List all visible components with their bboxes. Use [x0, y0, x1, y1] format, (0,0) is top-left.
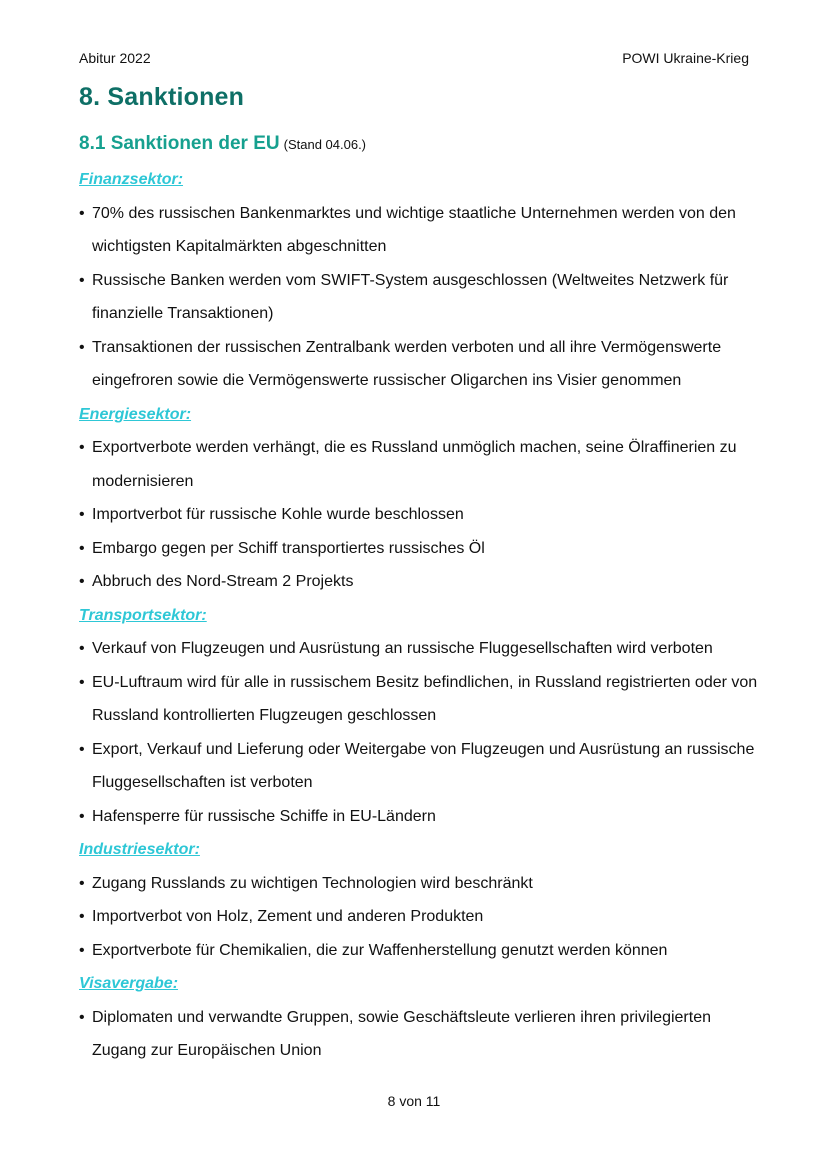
bullet-icon: • [79, 640, 85, 657]
bullet-icon: • [79, 874, 85, 892]
list-item [79, 498, 759, 532]
list-item [79, 900, 759, 934]
page-content [79, 80, 759, 1068]
list-item-text: Embargo gegen per Schiff transportiertes russisches Öl [92, 539, 485, 557]
list-item-text: Importverbot für russische Kohle wurde beschlossen [92, 506, 464, 523]
bullet-icon: • [79, 941, 85, 959]
list-item-text: Abbruch des Nord-Stream 2 Projekts [92, 573, 354, 590]
sector-title: Industriesektor: [79, 841, 200, 858]
list-item [79, 733, 759, 800]
list-item [79, 197, 759, 264]
bullet-icon: • [79, 271, 85, 289]
bullet-icon: • [79, 908, 85, 925]
list-item-text: Transaktionen der russischen Zentralbank werden verboten und all ihre Vermögenswerte eingefroren sowie die Vermögenswerte russischer Oligarchen ins Visier genommen [92, 338, 722, 389]
sector-title: Energiesektor: [79, 405, 192, 423]
bullet-icon: • [79, 506, 85, 523]
list-item-text: Exportverbote für Chemikalien, die zur Waffenherstellung genutzt werden können [92, 941, 668, 959]
list-item [79, 565, 759, 599]
list-item [79, 666, 759, 733]
bullet-icon: • [79, 807, 85, 825]
list-item [79, 934, 759, 968]
page-title: 8. Sanktionen [79, 83, 245, 111]
sanction-sections [79, 163, 759, 1068]
bullet-icon: • [79, 740, 85, 758]
sector-title: Visavergabe: [79, 975, 179, 992]
bullet-icon: • [79, 1008, 85, 1026]
list-item-text: Export, Verkauf und Lieferung oder Weitergabe von Flugzeugen und Ausrüstung an russische Fluggesellschaften ist verboten [92, 740, 755, 791]
list-item [79, 1001, 759, 1068]
sector-list [79, 431, 759, 599]
page-number: 8 von 11 [387, 1093, 441, 1109]
list-item [79, 800, 759, 834]
sector-title: Finanzsektor: [79, 171, 184, 188]
bullet-icon: • [79, 673, 85, 691]
list-item-text: Verkauf von Flugzeugen und Ausrüstung an russische Fluggesellschaften wird verboten [92, 640, 713, 657]
list-item [79, 867, 759, 901]
list-item [79, 264, 759, 331]
bullet-icon: • [79, 338, 85, 356]
list-item-text: Importverbot von Holz, Zement und anderen Produkten [92, 908, 484, 925]
sector-list [79, 867, 759, 968]
list-item-text: 70% des russischen Bankenmarktes und wichtige staatliche Unternehmen werden von den wichtigsten Kapitalmärkten abgeschnitten [92, 204, 736, 255]
list-item [79, 632, 759, 666]
bullet-icon: • [79, 573, 85, 590]
sector-list [79, 632, 759, 833]
list-item-text: Zugang Russlands zu wichtigen Technologien wird beschränkt [92, 874, 533, 892]
bullet-icon: • [79, 539, 85, 557]
sector-section [79, 967, 759, 1068]
header-left: Abitur 2022 [79, 50, 151, 66]
bullet-icon: • [79, 439, 85, 456]
bullet-icon: • [79, 204, 85, 222]
list-item [79, 331, 759, 398]
sector-section [79, 398, 759, 599]
sector-section [79, 833, 759, 967]
header-right: POWI Ukraine-Krieg [622, 50, 749, 66]
sector-section [79, 599, 759, 834]
sector-section [79, 163, 759, 398]
list-item-text: Hafensperre für russische Schiffe in EU-Ländern [92, 807, 436, 825]
list-item [79, 532, 759, 566]
section-heading-text: 8.1 Sanktionen der EU [79, 133, 280, 154]
section-heading-note: (Stand 04.06.) [283, 137, 367, 152]
section-heading [79, 130, 759, 159]
list-item-text: Diplomaten und verwandte Gruppen, sowie Geschäftsleute verlieren ihren privilegierten Zugang zur Europäischen Union [92, 1008, 711, 1059]
list-item-text: Exportverbote werden verhängt, die es Russland unmöglich machen, seine Ölraffinerien zu modernisieren [92, 439, 737, 490]
sector-list [79, 197, 759, 398]
sector-title: Transportsektor: [79, 606, 207, 624]
list-item-text: EU-Luftraum wird für alle in russischem Besitz befindlichen, in Russland registrierten oder von Russland kontrollierten Flugzeugen geschlossen [92, 673, 758, 724]
list-item [79, 431, 759, 498]
list-item-text: Russische Banken werden vom SWIFT-System ausgeschlossen (Weltweites Netzwerk für finanzielle Transaktionen) [92, 271, 729, 322]
sector-list [79, 1001, 759, 1068]
